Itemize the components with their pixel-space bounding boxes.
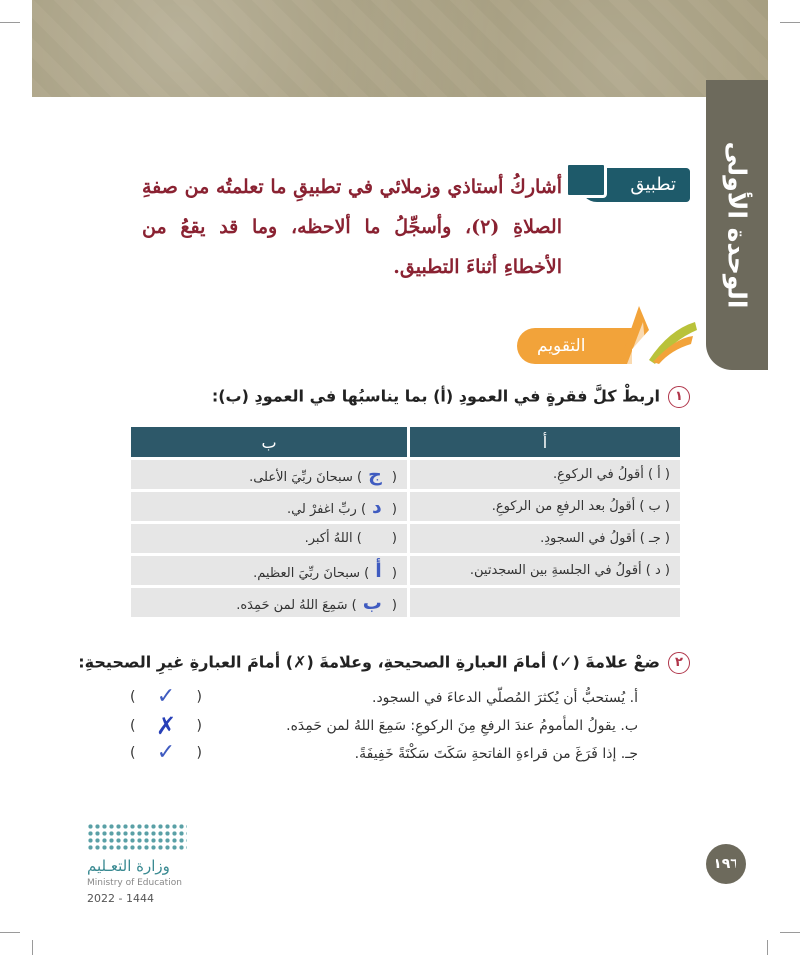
answer-mark xyxy=(130,740,202,765)
answer-mark xyxy=(130,684,202,709)
column-a-cell: ( أ ) أقولُ في الركوعِ. xyxy=(410,460,680,489)
table-row xyxy=(131,460,680,489)
page-number: ١٩٦ xyxy=(706,844,746,884)
evaluation-badge xyxy=(517,300,703,370)
column-b-cell: ( ) اللهُ أكبر. xyxy=(131,524,410,553)
question-1 xyxy=(212,386,690,408)
column-a-header: أ xyxy=(410,427,680,457)
crop-mark xyxy=(767,940,768,955)
column-b-text: ) سَمِعَ اللهُ لمن حَمِدَه. xyxy=(236,597,357,613)
statement: ب. يقولُ المأمومُ عندَ الرفعِ مِنَ الركوعِ: سَمِعَ اللهُ لمن حَمِدَه. xyxy=(286,718,638,734)
question-2 xyxy=(78,652,690,674)
table-row xyxy=(131,556,680,585)
cross-icon: ✗ xyxy=(155,712,177,740)
column-a-cell xyxy=(410,588,680,617)
column-b-header: ب xyxy=(131,427,410,457)
header-pattern-band xyxy=(32,0,768,97)
table-row xyxy=(131,588,680,617)
open-paren: ( xyxy=(130,718,136,734)
application-badge-label: تطبيق xyxy=(630,174,676,195)
check-icon: ✓ xyxy=(156,740,176,765)
crop-mark xyxy=(780,22,800,23)
statement: أ. يُستحبُّ أن يُكثرَ المُصلّي الدعاءَ في السجود. xyxy=(372,690,638,706)
column-b-cell: ( ب) سَمِعَ اللهُ لمن حَمِدَه. xyxy=(131,588,410,617)
logo-year: 2022 - 1444 xyxy=(87,892,154,905)
table-row xyxy=(131,524,680,553)
unit-title: الوحدة الأولى xyxy=(722,141,752,309)
crop-mark xyxy=(0,22,20,23)
column-b-text: ) اللهُ أكبر. xyxy=(304,531,362,546)
column-a-cell: ( ب ) أقولُ بعد الرفعِ من الركوعِ. xyxy=(410,492,680,521)
crop-mark xyxy=(0,932,20,933)
matching-table xyxy=(131,424,680,620)
table-row xyxy=(131,492,680,521)
question-2-text: ضعْ علامةَ (✓) أمامَ العبارةِ الصحيحةِ، وعلامةَ (✗) أمامَ العبارةِ غيرِ الصحيحةِ: xyxy=(78,652,660,672)
column-b-cell: ( ج) سبحانَ ربِّيَ الأعلى. xyxy=(131,460,410,489)
open-paren: ( xyxy=(130,744,136,761)
column-b-text: ) ربِّ اغفرْ لي. xyxy=(286,501,367,517)
evaluation-badge-label: التقويم xyxy=(537,336,586,356)
column-b-cell: ( د) ربِّ اغفرْ لي. xyxy=(131,492,410,521)
close-paren: ) xyxy=(196,688,202,705)
pen-icon xyxy=(609,300,699,368)
ministry-logo xyxy=(87,823,187,907)
column-b-text: ) سبحانَ ربِّيَ الأعلى. xyxy=(249,469,363,485)
logo-english-text: Ministry of Education xyxy=(87,878,182,888)
answer-letter: ج xyxy=(368,463,382,486)
answer-letter: د xyxy=(372,495,382,518)
logo-dots-icon xyxy=(87,823,187,851)
speech-bubble-icon xyxy=(565,162,607,198)
crop-mark xyxy=(32,940,33,955)
answer-letter: ب xyxy=(362,591,382,614)
question-number: ٢ xyxy=(668,652,690,674)
column-a-cell: ( د ) أقولُ في الجلسةِ بين السجدتين. xyxy=(410,556,680,585)
logo-arabic-text: وزارة التعـليم xyxy=(87,857,170,875)
crop-mark xyxy=(780,932,800,933)
close-paren: ) xyxy=(196,718,202,734)
open-paren: ( xyxy=(130,688,136,705)
check-icon: ✓ xyxy=(156,684,176,709)
application-badge xyxy=(567,162,690,200)
column-a-cell: ( جـ ) أقولُ في السجودِ. xyxy=(410,524,680,553)
application-text: أشاركُ أستاذي وزملائي في تطبيقِ ما تعلمتُه من صفةِ الصلاةِ (٢)، وأسجِّلُ ما ألاحظه، وما قد يقعُ من الأخطاءِ أثناءَ التطبيق. xyxy=(142,176,562,278)
unit-tab xyxy=(706,80,768,370)
close-paren: ) xyxy=(196,744,202,761)
answer-letter: أ xyxy=(375,559,382,582)
statement: جـ. إذا فَرَغَ من قراءةِ الفاتحةِ سَكَتَ سَكْتَةً خَفِيفَةً. xyxy=(354,746,638,762)
question-1-text: اربطْ كلَّ فقرةٍ في العمودِ (أ) بما يناسبُها في العمودِ (ب): xyxy=(211,386,660,406)
column-b-text: ) سبحانَ ربِّيَ العظيم. xyxy=(253,565,370,581)
column-b-cell: ( أ) سبحانَ ربِّيَ العظيم. xyxy=(131,556,410,585)
question-number: ١ xyxy=(668,386,690,408)
answer-mark xyxy=(130,712,202,740)
